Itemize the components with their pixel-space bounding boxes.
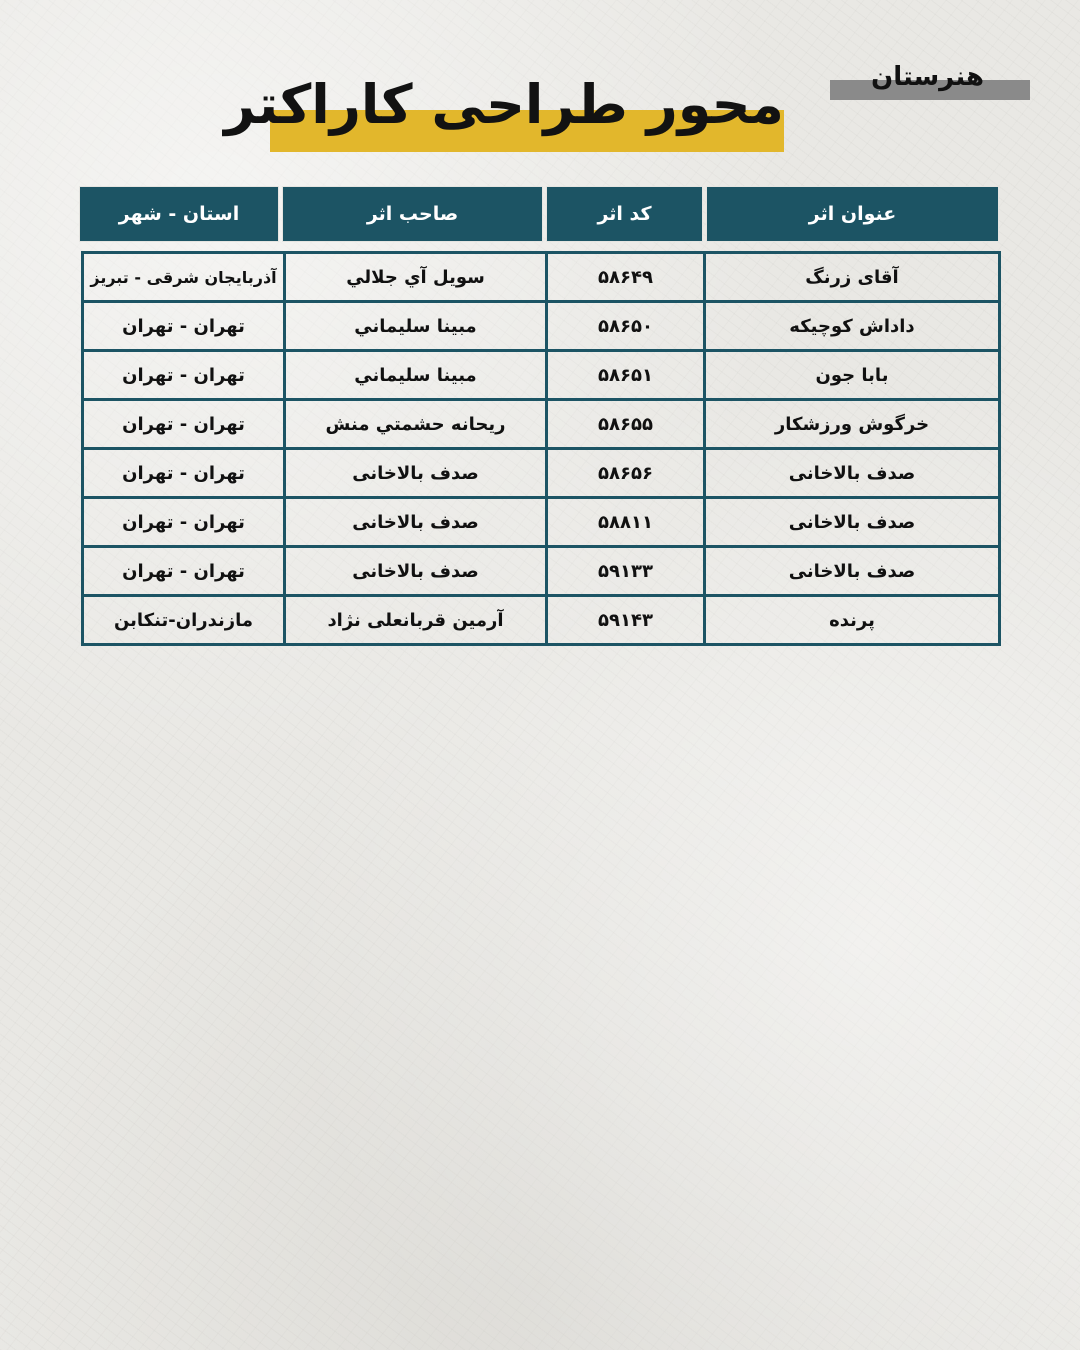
- table-header: [79, 186, 999, 242]
- table-row: [83, 351, 1000, 400]
- cell-place: تهران - تهران: [83, 400, 285, 449]
- cell-owner: صدف بالاخانی: [285, 547, 547, 596]
- cell-place: تهران - تهران: [83, 547, 285, 596]
- category-label: [830, 62, 1030, 102]
- category-text: هنرستان: [871, 62, 984, 92]
- table-row: [83, 253, 1000, 302]
- cell-code: ۵۸۶۵۰: [547, 302, 705, 351]
- cell-owner: آرمین قربانعلی نژاد: [285, 596, 547, 645]
- page-title: محور طراحی کاراکتر: [224, 73, 784, 136]
- table-row: [83, 302, 1000, 351]
- table-row: [83, 400, 1000, 449]
- cell-title: خرگوش ورزشکار: [705, 400, 1000, 449]
- cell-place: مازندران-تنکابن: [83, 596, 285, 645]
- cell-title: صدف بالاخانی: [705, 449, 1000, 498]
- cell-place: تهران - تهران: [83, 351, 285, 400]
- cell-code: ۵۸۶۵۵: [547, 400, 705, 449]
- cell-code: ۵۸۶۴۹: [547, 253, 705, 302]
- cell-title: پرنده: [705, 596, 1000, 645]
- cell-title: صدف بالاخانی: [705, 498, 1000, 547]
- table-row: [83, 547, 1000, 596]
- cell-place: تهران - تهران: [83, 302, 285, 351]
- cell-place: تهران - تهران: [83, 498, 285, 547]
- cell-title: صدف بالاخانی: [705, 547, 1000, 596]
- cell-code: ۵۸۸۱۱: [547, 498, 705, 547]
- page-title-block: [224, 72, 784, 154]
- cell-owner: مبينا سليماني: [285, 351, 547, 400]
- cell-code: ۵۹۱۳۳: [547, 547, 705, 596]
- cell-code: ۵۹۱۴۳: [547, 596, 705, 645]
- table-row: [83, 449, 1000, 498]
- cell-owner: صدف بالاخانی: [285, 449, 547, 498]
- cell-place: آذربایجان شرقی - تبریز: [83, 253, 285, 302]
- results-table: [81, 251, 1001, 646]
- cell-owner: مبينا سليماني: [285, 302, 547, 351]
- cell-title: داداش کوچیکه: [705, 302, 1000, 351]
- header-owner: صاحب اثر: [282, 186, 543, 242]
- table-row: [83, 596, 1000, 645]
- table-row: [83, 498, 1000, 547]
- cell-code: ۵۸۶۵۶: [547, 449, 705, 498]
- cell-owner: ريحانه حشمتي منش: [285, 400, 547, 449]
- header-code: کد اثر: [546, 186, 703, 242]
- cell-code: ۵۸۶۵۱: [547, 351, 705, 400]
- header-title: عنوان اثر: [706, 186, 999, 242]
- cell-owner: صدف بالاخانی: [285, 498, 547, 547]
- cell-title: بابا جون: [705, 351, 1000, 400]
- cell-owner: سويل آي جلالي: [285, 253, 547, 302]
- cell-title: آقای زرنگ: [705, 253, 1000, 302]
- header-place: استان - شهر: [79, 186, 279, 242]
- cell-place: تهران - تهران: [83, 449, 285, 498]
